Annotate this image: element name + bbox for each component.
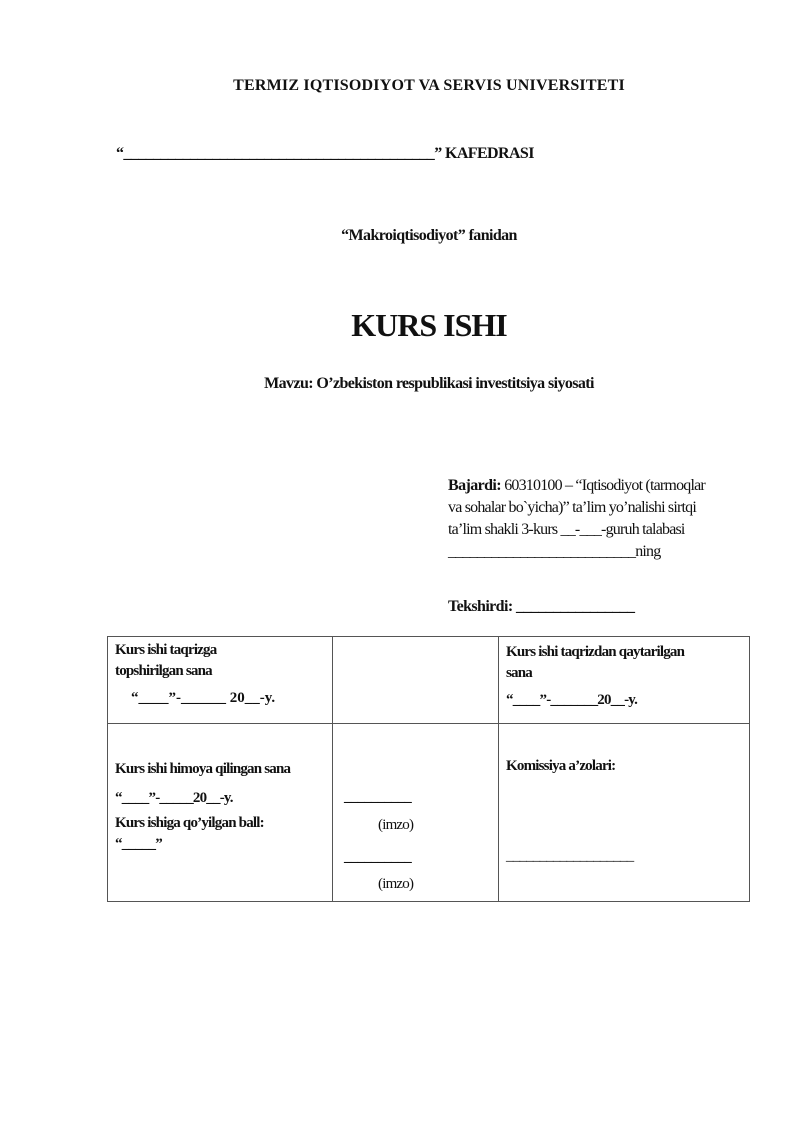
author-line-3: ta’lim shakli 3-kurs __-___-guruh talabasi: [448, 521, 685, 538]
table-divider: [332, 637, 333, 901]
commission-blank: ___________________: [506, 848, 634, 864]
university-name: TERMIZ IQTISODIYOT VA SERVIS UNIVERSITETI: [233, 77, 625, 94]
reviewer-line: [448, 598, 634, 616]
defense-date: “____”-_____20__-y.: [115, 790, 233, 806]
table-divider: [108, 723, 749, 724]
returned-label-2: sana: [506, 665, 532, 681]
department-line: “__________________________________________” KAFEDRASI: [116, 145, 534, 162]
submitted-date: “____”-______ 20__-y.: [131, 690, 276, 706]
author-label: Bajardi:: [448, 477, 501, 494]
grade-value: “_____”: [115, 836, 162, 852]
table-divider: [498, 637, 499, 901]
author-text-1: 60310100 – “Iqtisodiyot (tarmoqlar: [504, 477, 705, 494]
author-line-4: __________________________ning: [448, 543, 661, 560]
review-table: [107, 636, 750, 902]
returned-label-1: Kurs ishi taqrizdan qaytarilgan: [506, 644, 685, 660]
defense-label: Kurs ishi himoya qilingan sana: [115, 761, 291, 777]
reviewer-blank: ________________: [515, 598, 635, 615]
reviewer-label: Tekshirdi:: [448, 598, 513, 615]
returned-date: “____”-_______20__-y.: [506, 692, 638, 708]
signature-line-1: __________: [344, 789, 412, 805]
subject-line: “Makroiqtisodiyot” fanidan: [341, 227, 517, 244]
signature-line-2: __________: [344, 849, 412, 865]
returned-from-review-cell: [506, 642, 746, 711]
author-line-1: [448, 475, 748, 497]
submitted-for-review-cell: [115, 640, 329, 709]
grade-label: Kurs ishiga qo’yilgan ball:: [115, 815, 264, 831]
document-title: KURS ISHI: [351, 307, 507, 343]
commission-title: Komissiya a’zolari:: [506, 758, 616, 774]
signature-label-2: (imzo): [378, 876, 414, 892]
topic-line: Mavzu: O’zbekiston respublikasi investitsiya siyosati: [264, 375, 594, 392]
signature-label-1: (imzo): [378, 817, 414, 833]
submitted-label-1: Kurs ishi taqrizga: [115, 642, 217, 658]
defense-cell: [115, 759, 329, 855]
submitted-label-2: topshirilgan sana: [115, 663, 212, 679]
author-line-2: va sohalar bo`yicha)” ta’lim yo’nalishi sirtqi: [448, 499, 697, 516]
author-block: [448, 475, 748, 563]
